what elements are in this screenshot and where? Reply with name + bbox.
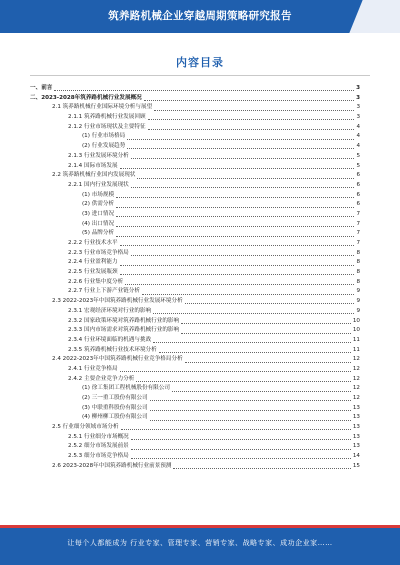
toc-page-number: 14 (352, 453, 360, 460)
toc-page-number: 4 (356, 133, 360, 140)
toc-entry[interactable] (30, 258, 360, 268)
toc-entry[interactable] (30, 220, 360, 230)
toc-entry-text: (2) 行业发展趋势 (82, 143, 126, 150)
toc-page-number: 13 (352, 424, 360, 431)
toc-leader-dots (181, 333, 351, 334)
toc-leader-dots (131, 449, 351, 450)
toc-entry-text: 2.2.4 行业盈利能力 (68, 259, 118, 266)
toc-entry-text: (1) 市场规模 (82, 191, 115, 198)
toc-entry[interactable] (30, 404, 360, 414)
toc-leader-dots (172, 391, 351, 392)
toc-entry[interactable] (30, 307, 360, 317)
toc-entry[interactable] (30, 268, 360, 278)
toc-entry-text: (3) 进口情况 (82, 210, 115, 217)
toc-leader-dots (136, 381, 351, 382)
toc-page-number: 13 (352, 404, 360, 411)
toc-page-number: 12 (352, 385, 360, 392)
toc-entry-text: 2.2.6 行业集中度分析 (68, 278, 124, 285)
toc-entry[interactable] (30, 162, 360, 172)
toc-divider (30, 75, 370, 76)
footer-bar (0, 525, 400, 565)
toc-page-number: 4 (356, 143, 360, 150)
toc-page-number: 15 (352, 462, 360, 469)
toc-entry[interactable] (30, 181, 360, 191)
toc-entry[interactable] (30, 365, 360, 375)
toc-page-number: 12 (352, 356, 360, 363)
toc-entry-text: 2.1.2 行业市场现状及主要特征 (68, 123, 146, 130)
toc-entry[interactable] (30, 142, 360, 152)
toc-entry[interactable] (30, 336, 360, 346)
toc-leader-dots (131, 458, 351, 459)
toc-entry[interactable] (30, 84, 360, 94)
toc-leader-dots (131, 255, 355, 256)
toc-page-number: 12 (352, 375, 360, 382)
toc-entry-text: 2.3.1 宏观经济环境对行业的影响 (68, 307, 152, 314)
toc-entry[interactable] (30, 346, 360, 356)
toc-page-number: 12 (352, 365, 360, 372)
toc-leader-dots (173, 468, 350, 469)
toc-page-number: 8 (356, 269, 360, 276)
toc-entry-text: 2.2.3 行业市场竞争格局 (68, 249, 129, 256)
toc-leader-dots (148, 119, 355, 120)
toc-entry[interactable] (30, 229, 360, 239)
toc-leader-dots (181, 323, 351, 324)
toc-page-number: 6 (356, 181, 360, 188)
toc-page-number: 3 (356, 114, 360, 121)
toc-entry[interactable] (30, 384, 360, 394)
toc-page-number: 8 (356, 278, 360, 285)
toc-leader-dots (116, 226, 354, 227)
toc-page-number: 3 (356, 85, 360, 91)
toc-entry-text: (3) 中联重科股份有限公司 (82, 404, 148, 411)
toc-entry-text: 2.1 筑养路机械行业国际环境分析与展望 (52, 104, 153, 111)
toc-entry[interactable] (30, 462, 360, 472)
toc-leader-dots (116, 197, 354, 198)
toc-entry[interactable] (30, 355, 360, 365)
toc-page-number: 13 (352, 433, 360, 440)
toc-entry[interactable] (30, 132, 360, 142)
toc-leader-dots (144, 100, 354, 101)
toc-entry[interactable] (30, 103, 360, 113)
toc-page-number: 7 (356, 220, 360, 227)
toc-page-number: 7 (356, 230, 360, 237)
toc-leader-dots (185, 303, 355, 304)
toc-page-number: 9 (356, 298, 360, 305)
toc-entry-text: 2.2.5 行业发展瓶颈 (68, 269, 118, 276)
toc-entry-text: 2.5.3 细分市场竞争格局 (68, 453, 129, 460)
toc-page-number: 4 (356, 123, 360, 130)
toc-entry-text: (2) 供需分析 (82, 201, 115, 208)
header-bar (0, 0, 400, 33)
toc-leader-dots (121, 429, 351, 430)
toc-page-number: 7 (356, 240, 360, 246)
toc-entry[interactable] (30, 423, 360, 433)
toc-page-number: 3 (356, 94, 360, 101)
toc-entry-text: 2.5.1 行业细分市场概况 (68, 433, 129, 440)
toc-entry-text: 2.3.2 国家政策环境对筑养路机械行业的影响 (68, 317, 180, 324)
toc-entry-text: (1) 徐工集团工程机械股份有限公司 (82, 385, 171, 392)
toc-entry-text: 2.1.4 国际市场发展 (68, 162, 118, 169)
footer-slogan: 让每个人都能成为 行业专家、管理专家、营销专家、战略专家、成功企业家…… (67, 539, 333, 547)
toc-page-number: 11 (352, 346, 360, 353)
toc-leader-dots (120, 265, 355, 266)
toc-entry[interactable] (30, 152, 360, 162)
toc-leader-dots (131, 439, 351, 440)
toc-page-number: 7 (356, 210, 360, 217)
toc-page-number: 13 (352, 414, 360, 421)
toc-leader-dots (116, 236, 354, 237)
toc-entry[interactable] (30, 287, 360, 297)
report-title: 筑养路机械企业穿越周期策略研究报告 (108, 10, 292, 22)
toc-entry[interactable] (30, 326, 360, 336)
toc-page-number: 9 (356, 288, 360, 295)
toc-leader-dots (150, 420, 351, 421)
toc-entry[interactable] (30, 123, 360, 133)
toc-entry-text: 2.2 筑养路机械行业国内发展现状 (52, 172, 136, 179)
toc-leader-dots (153, 342, 351, 343)
toc-leader-dots (120, 371, 351, 372)
toc-leader-dots (159, 352, 351, 353)
toc-entry[interactable] (30, 113, 360, 123)
toc-entry-text: (2) 三一重工股份有限公司 (82, 395, 148, 401)
footer-accent-line (0, 525, 400, 528)
toc-entry[interactable] (30, 278, 360, 288)
toc-entry-text: (4) 出口情况 (82, 220, 115, 227)
toc-leader-dots (54, 90, 354, 91)
toc-heading: 内容目录 (176, 56, 224, 69)
toc-entry[interactable] (30, 452, 360, 462)
table-of-contents (30, 84, 360, 472)
toc-entry[interactable] (30, 94, 360, 104)
toc-page-number: 11 (352, 336, 360, 343)
toc-page-number: 12 (352, 395, 360, 401)
toc-page-number: 10 (352, 327, 360, 334)
toc-page-number: 10 (352, 317, 360, 324)
toc-leader-dots (116, 207, 354, 208)
toc-entry-text: 2.5 行业细分领域市场分析 (52, 424, 119, 431)
toc-entry-text: 2.2.7 行业上下游产业链分析 (68, 288, 140, 295)
toc-page-number: 5 (356, 152, 360, 159)
toc-entry[interactable] (30, 200, 360, 210)
toc-entry[interactable] (30, 413, 360, 423)
toc-leader-dots (131, 187, 355, 188)
toc-page-number: 3 (356, 104, 360, 111)
toc-entry[interactable] (30, 442, 360, 452)
toc-entry[interactable] (30, 191, 360, 201)
toc-leader-dots (150, 400, 351, 401)
toc-leader-dots (153, 313, 354, 314)
toc-entry-text: 2.4.1 行业竞争格局 (68, 365, 118, 372)
toc-entry-text: 2.4.2 主要企业竞争力分析 (68, 375, 135, 382)
toc-leader-dots (127, 139, 354, 140)
toc-leader-dots (148, 129, 355, 130)
toc-entry[interactable] (30, 171, 360, 181)
toc-leader-dots (137, 178, 354, 179)
toc-page-number: 5 (356, 162, 360, 169)
toc-entry[interactable] (30, 433, 360, 443)
toc-leader-dots (150, 410, 351, 411)
toc-leader-dots (120, 168, 355, 169)
toc-entry-text: 2.1.3 行业发展环境分析 (68, 152, 129, 159)
toc-page-number: 6 (356, 201, 360, 208)
toc-entry[interactable] (30, 249, 360, 259)
toc-leader-dots (127, 148, 354, 149)
toc-entry-text: 一、前言 (30, 85, 53, 91)
toc-page-number: 8 (356, 259, 360, 266)
toc-entry-text: 二、2023-2028年筑养路机械行业发展概况 (30, 94, 142, 101)
toc-entry[interactable] (30, 394, 360, 404)
toc-leader-dots (116, 216, 354, 217)
toc-leader-dots (120, 245, 355, 246)
toc-page-number: 8 (356, 249, 360, 256)
toc-entry-text: 2.3.4 行业环境面临的机遇与挑战 (68, 336, 152, 343)
toc-entry-text: (4) 柳州柳工股份有限公司 (82, 414, 148, 421)
toc-entry-text: 2.3.3 国内市场需求对筑养路机械行业的影响 (68, 327, 180, 334)
toc-leader-dots (120, 274, 355, 275)
toc-page-number: 9 (356, 307, 360, 314)
toc-entry[interactable] (30, 317, 360, 327)
toc-entry-text: 2.6 2023-2028年中国筑养路机械行业前景预测 (52, 462, 172, 469)
toc-entry-text: 2.4 2022-2023年中国筑养路机械行业竞争格局分析 (52, 356, 183, 363)
toc-page-number: 6 (356, 191, 360, 198)
toc-entry-text: 2.1.1 筑养路机械行业发展回顾 (68, 114, 146, 121)
toc-leader-dots (125, 284, 354, 285)
toc-leader-dots (142, 294, 354, 295)
toc-entry-text: 2.2.1 国内行业发展现状 (68, 181, 129, 188)
toc-page-number: 6 (356, 172, 360, 179)
toc-entry-text: (5) 品牌分析 (82, 230, 115, 237)
toc-page-number: 13 (352, 443, 360, 450)
toc-leader-dots (185, 362, 351, 363)
toc-entry[interactable] (30, 239, 360, 249)
toc-entry-text: 2.2.2 行业技术水平 (68, 240, 118, 246)
toc-entry-text: 2.3 2022-2023年中国筑养路机械行业发展环境分析 (52, 298, 183, 305)
toc-entry[interactable] (30, 210, 360, 220)
toc-leader-dots (154, 110, 354, 111)
toc-entry[interactable] (30, 297, 360, 307)
toc-entry-text: (1) 行业市场格局 (82, 133, 126, 140)
toc-entry[interactable] (30, 375, 360, 385)
toc-entry-text: 2.3.5 筑养路机械行业技术环境分析 (68, 346, 157, 353)
toc-entry-text: 2.5.2 细分市场发展前景 (68, 443, 129, 450)
toc-leader-dots (131, 158, 355, 159)
